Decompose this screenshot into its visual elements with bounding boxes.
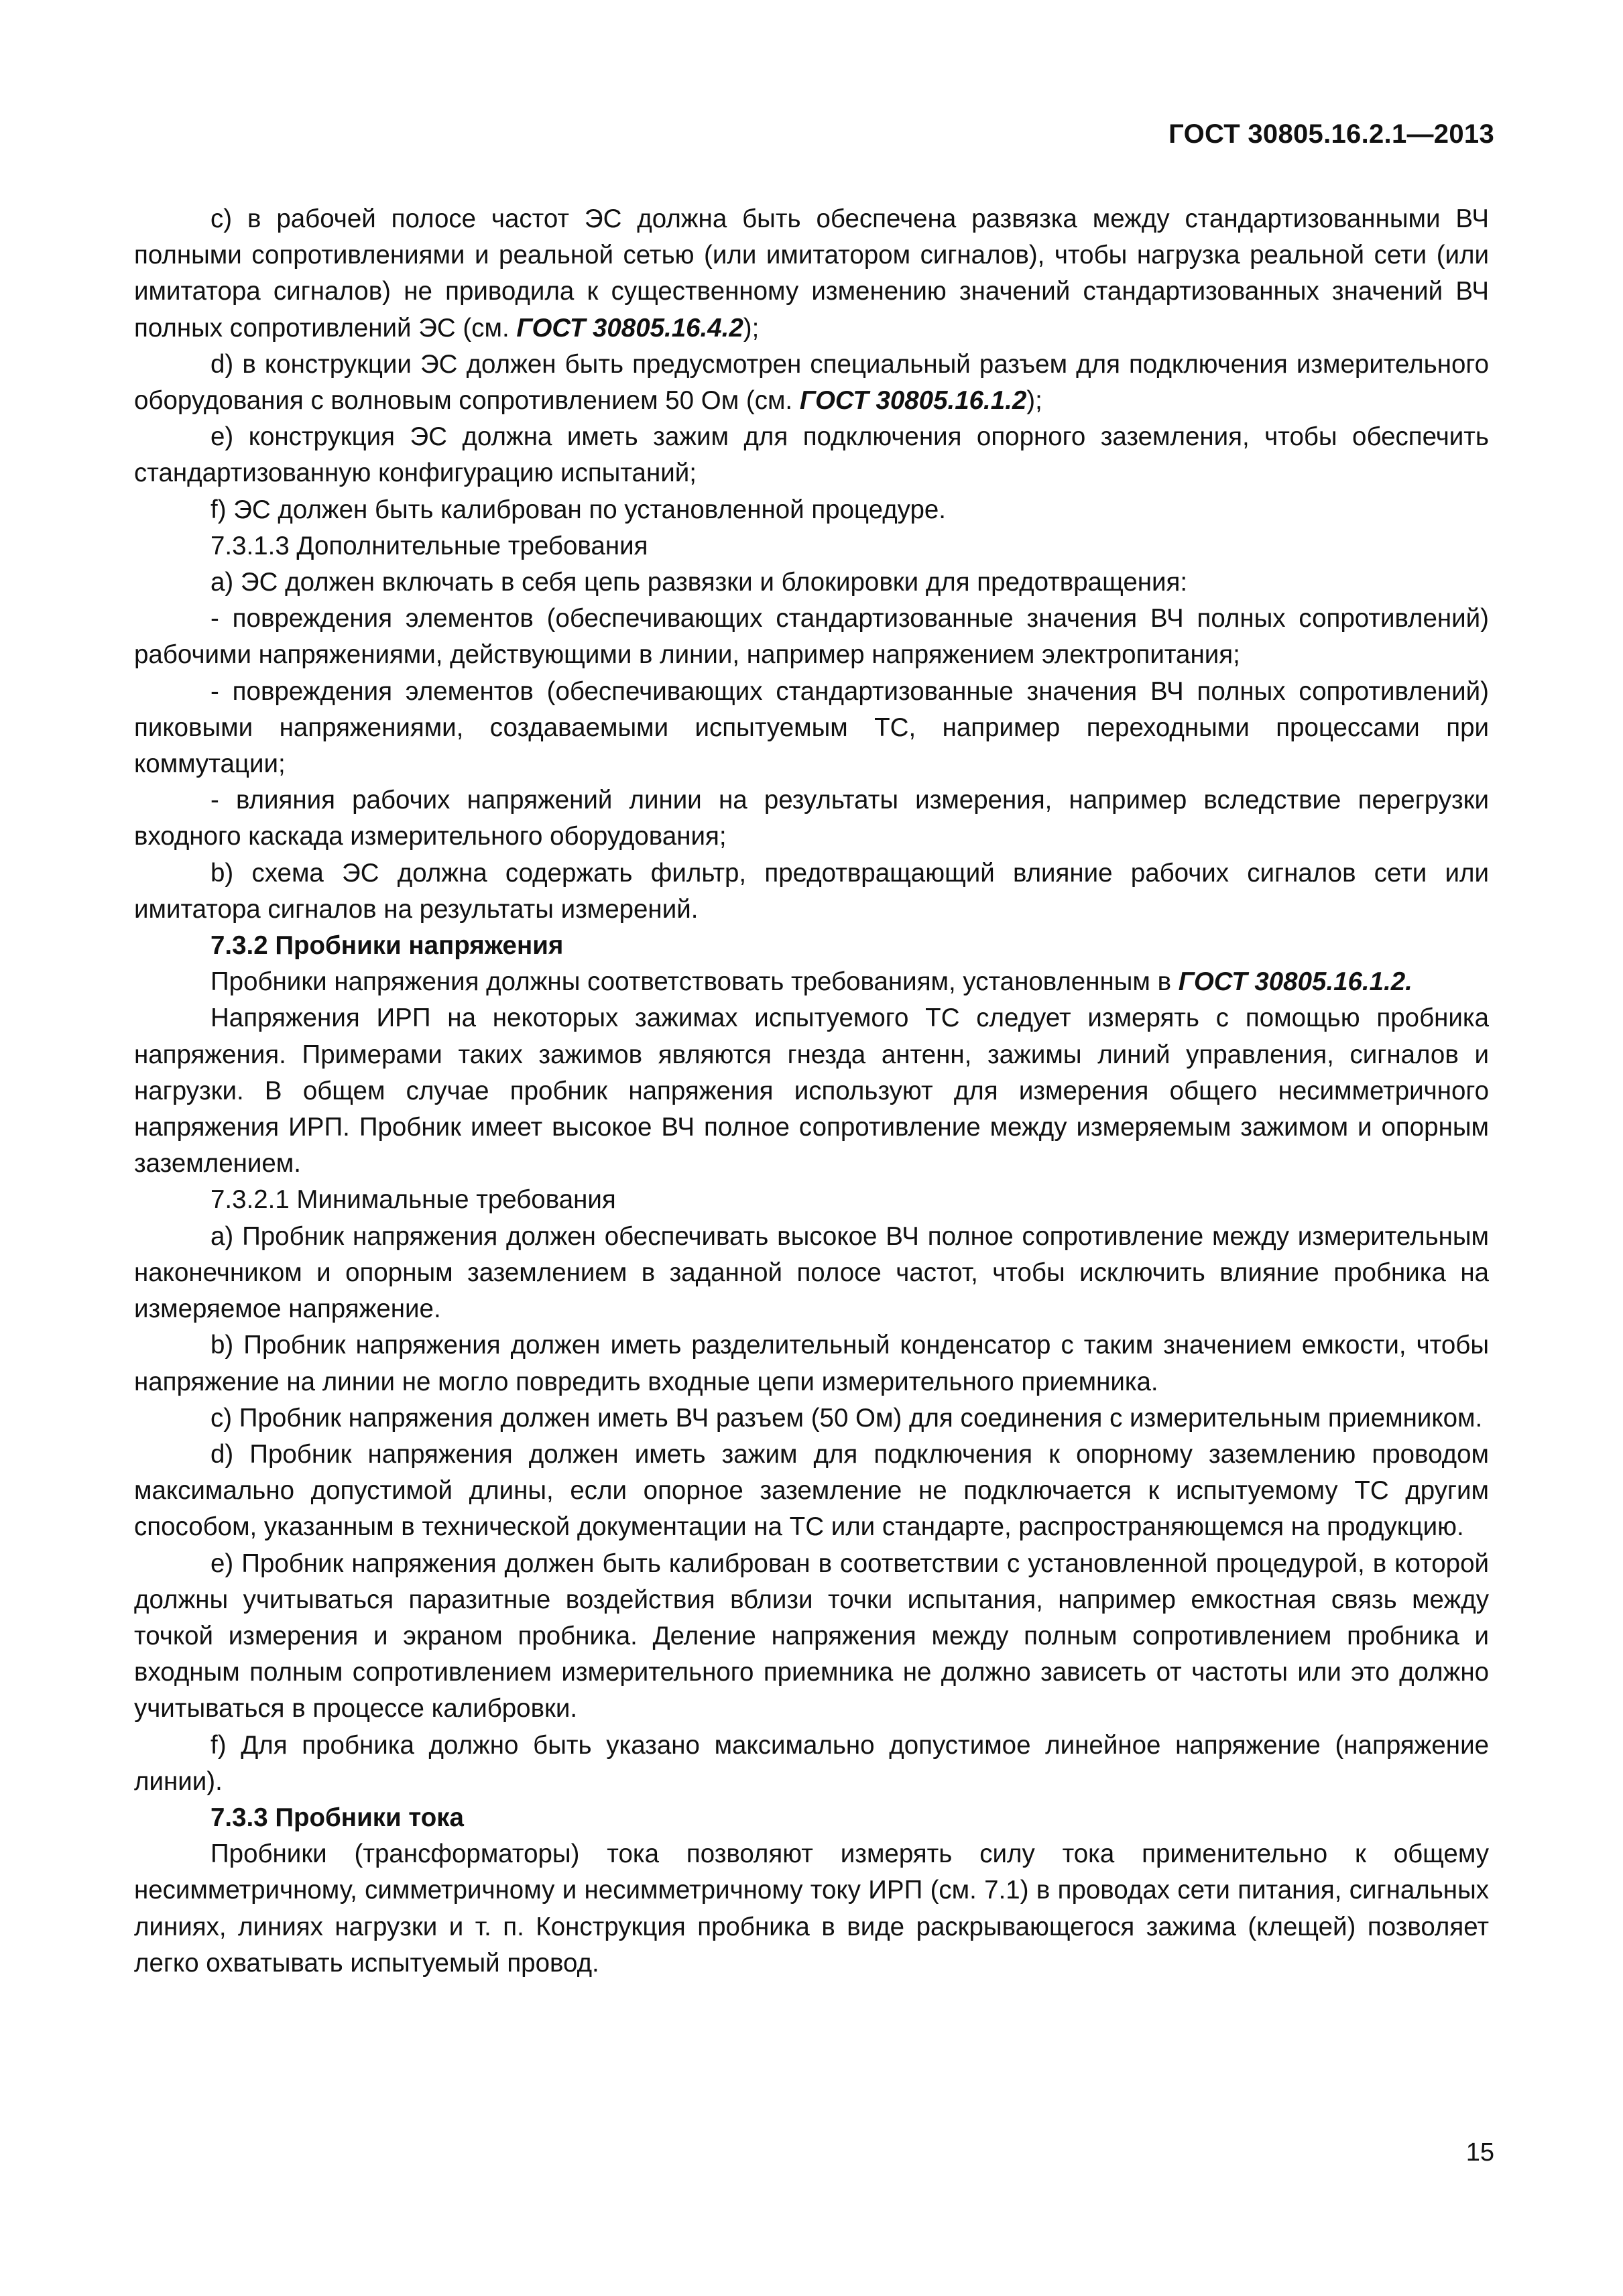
text-run: a) Пробник напряжения должен обеспечивать высокое ВЧ полное сопротивление между измерительным наконечником и опорным заземлением в заданной полосе частот, чтобы исключить влияние пробника на измеряемое напряжение. — [134, 1221, 1489, 1324]
paragraph — [134, 201, 1489, 347]
paragraph — [134, 1219, 1489, 1328]
text-run: Пробники напряжения должны соответствовать требованиям, установленным в — [211, 967, 1179, 997]
text-run: - влияния рабочих напряжений линии на результаты измерения, например вследствие перегрузки входного каскада измерительного оборудования; — [134, 786, 1489, 851]
paragraph — [134, 1728, 1489, 1800]
text-run: - повреждения элементов (обеспечивающих стандартизованные значения ВЧ полных сопротивлений) пиковыми напряжениями, создаваемыми испытуемым ТС, например переходными процессами при коммутации; — [134, 676, 1489, 779]
page-number: 15 — [1465, 2138, 1494, 2167]
paragraph — [134, 964, 1489, 1000]
paragraph — [134, 1836, 1489, 1982]
paragraph — [134, 528, 1489, 564]
text-run: d) в конструкции ЭС должен быть предусмотрен специальный разъем для подключения измерительного оборудования с волновым сопротивлением 50 Ом (см. — [134, 349, 1489, 416]
standard-reference: ГОСТ 30805.16.1.2 — [799, 386, 1027, 416]
text-run: 7.3.1.3 Дополнительные требования — [211, 531, 648, 560]
text-run: c) Пробник напряжения должен иметь ВЧ разъем (50 Ом) для соединения с измерительным приемником. — [211, 1403, 1483, 1433]
text-run: ); — [1026, 386, 1042, 416]
text-run: Пробники (трансформаторы) тока позволяют измерять силу тока применительно к общему несимметричному, симметричному и несимметричному току ИРП (см. 7.1) в проводах сети питания, сигнальных линиях, линиях нагрузки и т. п. Конструкция пробника в виде раскрывающегося зажима (клещей) позволяет легко охватывать испытуемый провод. — [134, 1839, 1489, 1978]
paragraph — [134, 564, 1489, 601]
section-heading — [134, 928, 1489, 964]
text-run: f) Для пробника должно быть указано максимально допустимое линейное напряжение (напряжение линии). — [134, 1730, 1489, 1796]
paragraph — [134, 782, 1489, 855]
text-run: 7.3.3 Пробники тока — [211, 1803, 464, 1832]
paragraph — [134, 601, 1489, 673]
text-run: b) схема ЭС должна содержать фильтр, предотвращающий влияние рабочих сигналов сети или имитатора сигналов на результаты измерений. — [134, 858, 1489, 924]
paragraph — [134, 492, 1489, 528]
text-run: 7.3.2 Пробники напряжения — [211, 931, 564, 961]
document-body — [134, 201, 1489, 1982]
text-run: 7.3.2.1 Минимальные требования — [211, 1185, 616, 1215]
paragraph — [134, 419, 1489, 491]
standard-reference: ГОСТ 30805.16.1.2. — [1178, 967, 1412, 997]
paragraph — [134, 1182, 1489, 1218]
paragraph — [134, 1437, 1489, 1546]
paragraph — [134, 855, 1489, 928]
paragraph — [134, 347, 1489, 419]
paragraph — [134, 1400, 1489, 1437]
text-run: e) конструкция ЭС должна иметь зажим для подключения опорного заземления, чтобы обеспечить стандартизованную конфигурацию испытаний; — [134, 422, 1489, 488]
document-header: ГОСТ 30805.16.2.1—2013 — [1168, 119, 1494, 149]
paragraph — [134, 1546, 1489, 1728]
section-heading — [134, 1800, 1489, 1836]
text-run: a) ЭС должен включать в себя цепь развязки и блокировки для предотвращения: — [211, 568, 1188, 597]
text-run: - повреждения элементов (обеспечивающих стандартизованные значения ВЧ полных сопротивлений) рабочими напряжениями, действующими в линии, например напряжением электропитания; — [134, 604, 1489, 670]
text-run: e) Пробник напряжения должен быть калиброван в соответствии с установленной процедурой, в которой должны учитываться паразитные воздействия вблизи точки испытания, например емкостная связь между точкой измерения и экраном пробника. Деление напряжения между полным сопротивлением пробника и входным полным сопротивлением измерительного приемника не должно зависеть от частоты или это должно учитываться в процессе калибровки. — [134, 1549, 1489, 1724]
paragraph — [134, 674, 1489, 783]
text-run: f) ЭС должен быть калиброван по установленной процедуре. — [211, 495, 947, 524]
paragraph — [134, 1000, 1489, 1182]
paragraph — [134, 1327, 1489, 1400]
text-run: ); — [743, 313, 760, 343]
text-run: b) Пробник напряжения должен иметь разделительный конденсатор с таким значением емкости, чтобы напряжение на линии не могло повредить входные цепи измерительного приемника. — [134, 1331, 1489, 1396]
text-run: d) Пробник напряжения должен иметь зажим для подключения к опорному заземлению проводом максимально допустимой длины, если опорное заземление не подключается к испытуемому ТС другим способом, указанным в технической документации на ТС или стандарте, распространяющемся на продукцию. — [134, 1439, 1489, 1542]
text-run: c) в рабочей полосе частот ЭС должна быть обеспечена развязка между стандартизованными ВЧ полными сопротивлениями и реальной сетью (или имитатором сигналов), чтобы нагрузка реальной сети (или имитатора сигналов) не приводила к существенному изменению значений стандартизованных значений ВЧ полных сопротивлений ЭС (см. — [134, 204, 1489, 343]
text-run: Напряжения ИРП на некоторых зажимах испытуемого ТС следует измерять с помощью пробника напряжения. Примерами таких зажимов являются гнезда антенн, зажимы линий управления, сигналов и нагрузки. В общем случае пробник напряжения используют для измерения общего несимметричного напряжения ИРП. Пробник имеет высокое ВЧ полное сопротивление между измеряемым зажимом и опорным заземлением. — [134, 1004, 1489, 1179]
standard-reference: ГОСТ 30805.16.4.2 — [516, 313, 743, 343]
